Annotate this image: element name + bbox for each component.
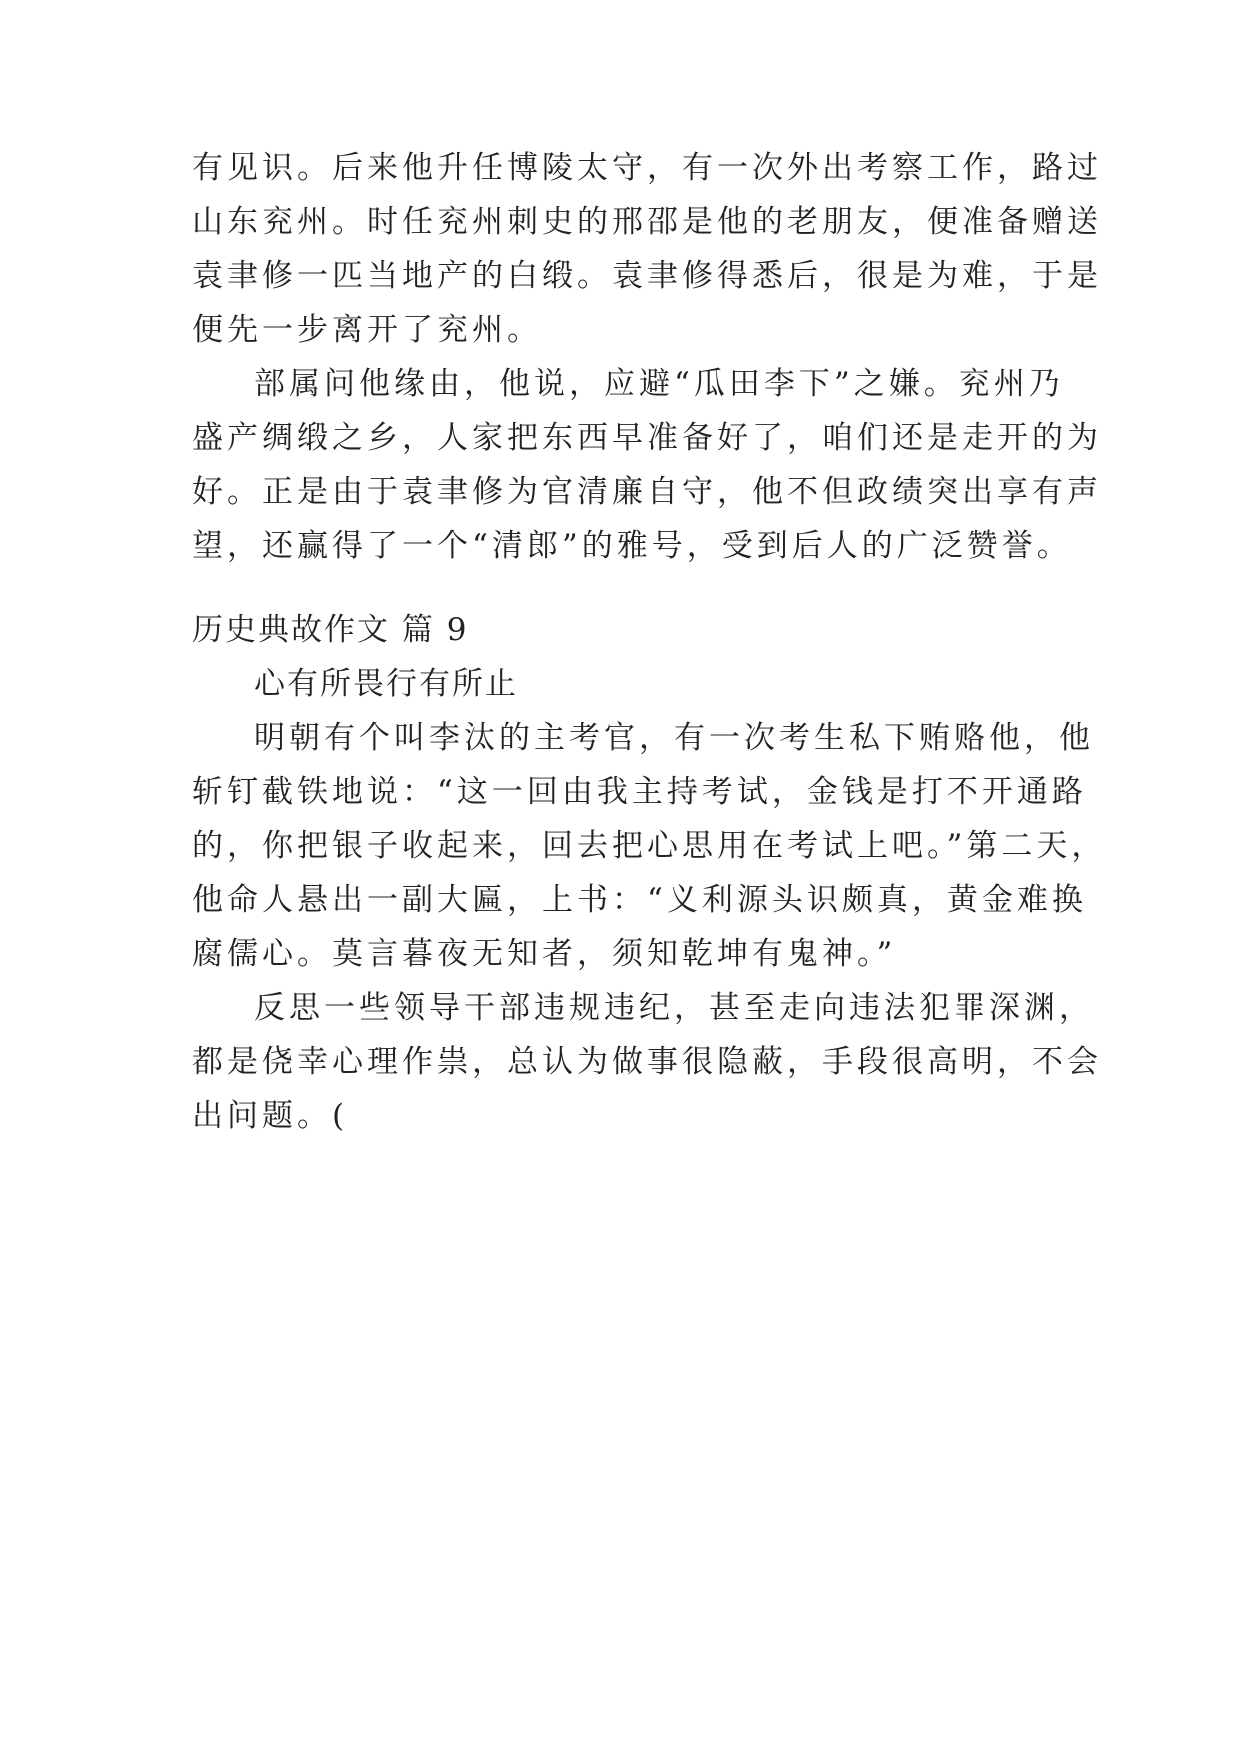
section-title: 心有所畏行有所止 — [254, 666, 518, 702]
paragraph-2-line-1: 部属问他缘由，他说，应避“瓜田李下”之嫌。兖州乃 — [254, 366, 1064, 402]
paragraph-1-line-3: 袁聿修一匹当地产的白缎。袁聿修得悉后，很是为难，于是 — [192, 258, 1102, 294]
paragraph-2-line-4: 望，还赢得了一个“清郎”的雅号，受到后人的广泛赞誉。 — [192, 528, 1072, 564]
paragraph-1-line-2: 山东兖州。时任兖州刺史的邢邵是他的老朋友，便准备赠送 — [192, 204, 1102, 240]
paragraph-4-line-1: 反思一些领导干部违规违纪，甚至走向违法犯罪深渊， — [254, 990, 1094, 1026]
paragraph-2-line-3: 好。正是由于袁聿修为官清廉自守，他不但政绩突出享有声 — [192, 474, 1102, 510]
paragraph-1-line-4: 便先一步离开了兖州。 — [192, 312, 542, 348]
paragraph-4-line-2: 都是侥幸心理作祟，总认为做事很隐蔽，手段很高明，不会 — [192, 1044, 1102, 1080]
paragraph-3-line-5: 腐儒心。莫言暮夜无知者，须知乾坤有鬼神。” — [192, 936, 897, 972]
paragraph-3-line-2: 斩钉截铁地说：“这一回由我主持考试，金钱是打不开通路 — [192, 774, 1087, 810]
section-heading: 历史典故作文 篇 9 — [192, 612, 469, 648]
paragraph-3-line-4: 他命人悬出一副大匾，上书：“义利源头识颇真，黄金难换 — [192, 882, 1087, 918]
paragraph-1-line-1: 有见识。后来他升任博陵太守，有一次外出考察工作，路过 — [192, 150, 1102, 186]
paragraph-4-line-3: 出问题。( — [192, 1098, 349, 1134]
paragraph-3-line-1: 明朝有个叫李汰的主考官，有一次考生私下贿赂他，他 — [254, 720, 1094, 756]
paragraph-3-line-3: 的，你把银子收起来，回去把心思用在考试上吧。”第二天， — [192, 828, 1107, 864]
paragraph-2-line-2: 盛产绸缎之乡，人家把东西早准备好了，咱们还是走开的为 — [192, 420, 1102, 456]
